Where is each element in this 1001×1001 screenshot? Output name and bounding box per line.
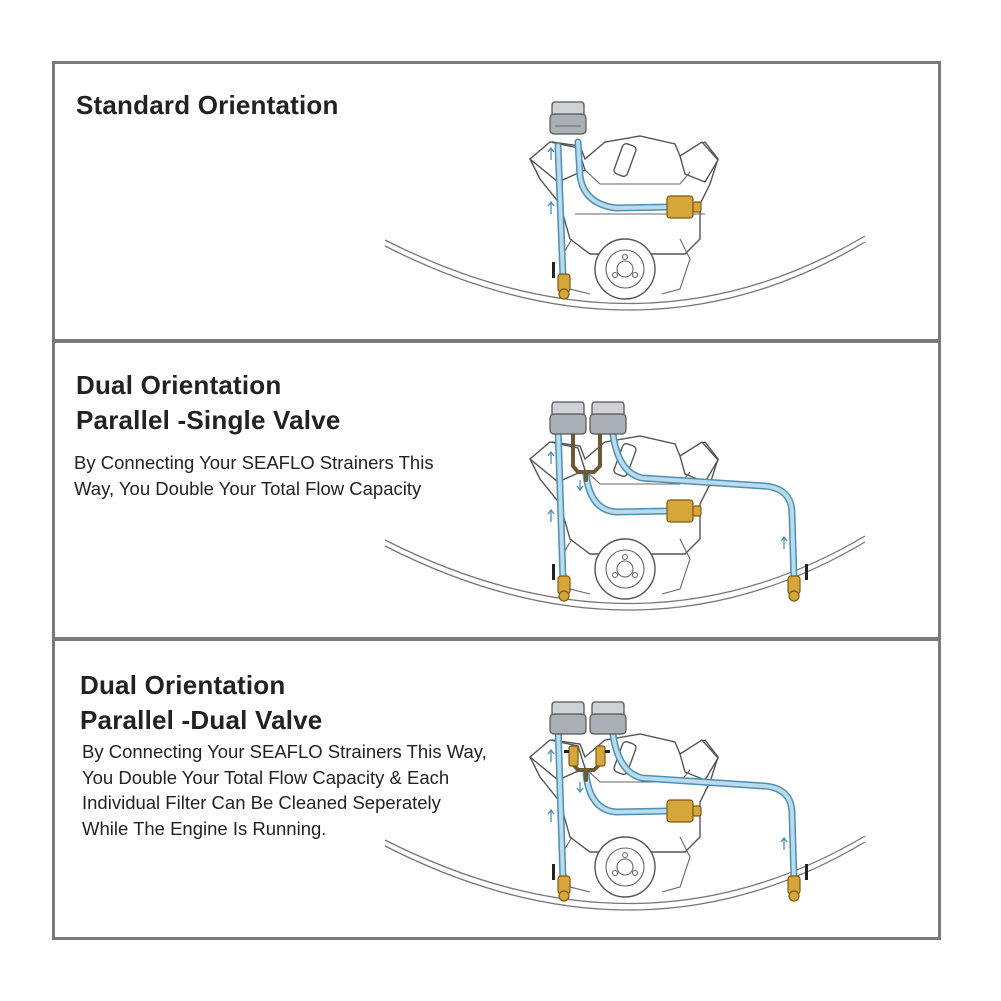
- panel-title-line2: Parallel -Single Valve: [76, 405, 341, 435]
- panel-dual-single-valve: [55, 344, 938, 636]
- thru-hull-fitting-icon: [558, 274, 570, 299]
- panel-divider: [55, 339, 938, 343]
- panel-description: By Connecting Your SEAFLO Strainers This Way, You Double Your Total Flow Capacity & Each Individual Filter Can Be Cleaned Seperately While The Engine Is Running.: [82, 741, 487, 839]
- dual-dual-valve-diagram: [380, 642, 938, 937]
- valve-handle-icon: [552, 262, 555, 278]
- dual-single-valve-diagram: [380, 344, 938, 636]
- panel-title: [76, 88, 339, 123]
- panel-divider: [55, 637, 938, 641]
- panel-standard-orientation: [55, 64, 938, 338]
- panel-dual-dual-valve: [55, 642, 938, 937]
- strainer-icon: [550, 402, 626, 434]
- strainer-icon: [550, 702, 626, 734]
- panel-title: [76, 368, 341, 438]
- panel-title-line1: Dual Orientation: [76, 370, 282, 400]
- panel-title-line1: Standard Orientation: [76, 90, 339, 120]
- standard-orientation-diagram: [380, 64, 938, 338]
- panel-title-line1: Dual Orientation: [80, 670, 286, 700]
- valve-handle-icon: [552, 564, 808, 580]
- panel-title-line2: Parallel -Dual Valve: [80, 705, 323, 735]
- strainer-icon: [550, 102, 586, 134]
- panel-description: By Connecting Your SEAFLO Strainers This Way, You Double Your Total Flow Capacity: [74, 452, 434, 499]
- valve-handle-icon: [552, 864, 808, 880]
- panel-title: [80, 668, 322, 738]
